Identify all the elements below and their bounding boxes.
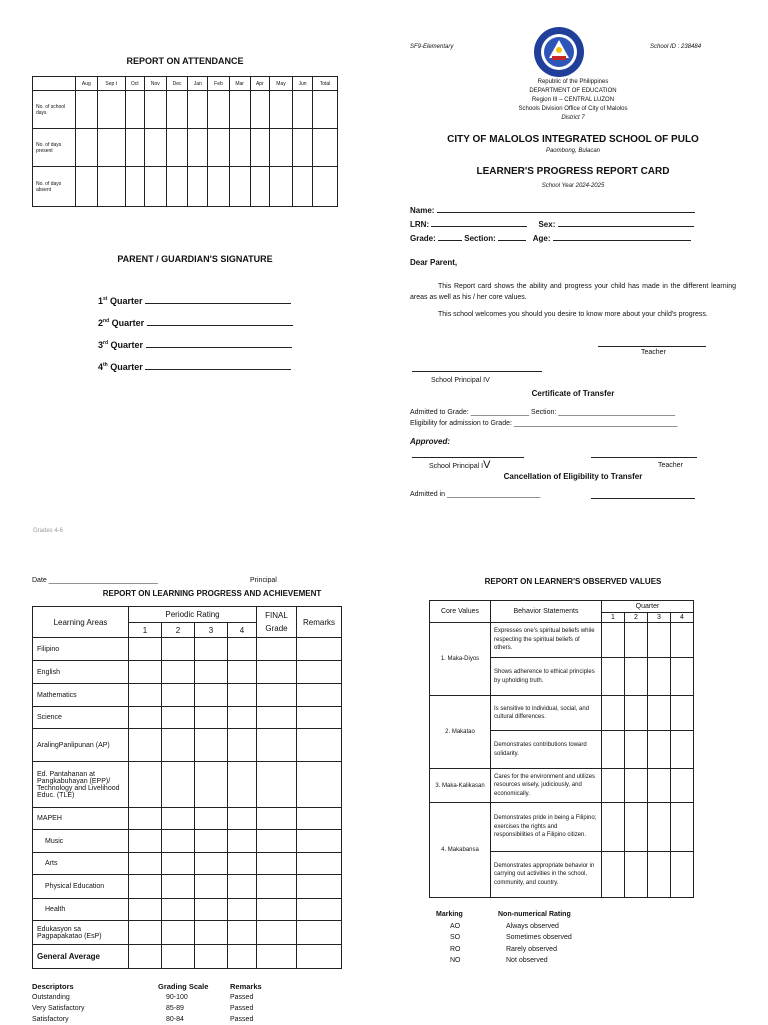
region-line: Region III – CENTRAL LUZON (531, 97, 615, 103)
values-rating-cell (625, 769, 648, 803)
quarter-signature-line: 2nd Quarter (98, 318, 293, 340)
learning-area-row (33, 830, 342, 853)
school-name: CITY OF MALOLOS INTEGRATED SCHOOL OF PULO (447, 134, 699, 145)
behavior-statement: Cares for the environment and utilizes resources wisely, judiciously, and economically. (491, 769, 602, 803)
values-rating-cell (648, 658, 671, 696)
learning-area-row (33, 808, 342, 830)
values-quarter-number: 4 (671, 613, 694, 623)
values-rating-cell (625, 731, 648, 769)
grade-cell (257, 830, 297, 853)
card-title: LEARNER'S PROGRESS REPORT CARD (476, 166, 670, 177)
grade-cell (297, 899, 342, 921)
grade-cell (162, 808, 195, 830)
form-label: SF9-Elementary (410, 44, 454, 50)
attendance-month: Total (313, 77, 338, 91)
attendance-row (33, 129, 338, 167)
behavior-statement: Demonstrates contributions toward solidarity. (491, 731, 602, 769)
final-grade-header: FINAL Grade (257, 607, 297, 638)
remarks-header: Remarks (297, 607, 342, 638)
grade-cell (297, 921, 342, 945)
attendance-header-row (33, 77, 338, 91)
periodic-rating-header: Periodic Rating (129, 607, 257, 623)
values-rating-cell (671, 623, 694, 658)
grade-cell (257, 707, 297, 729)
behavior-statement: Shows adherence to ethical principles by upholding truth. (491, 658, 602, 696)
grade-cell (228, 853, 257, 875)
grade-cell (228, 638, 257, 661)
header-block (410, 78, 736, 123)
values-title: REPORT ON LEARNER'S OBSERVED VALUES (484, 577, 662, 586)
grade-cell (228, 921, 257, 945)
values-row (430, 769, 694, 803)
grade-cell (195, 875, 228, 899)
values-rating-cell (648, 696, 671, 731)
teacher-signature-line (598, 346, 706, 347)
dept-line: DEPARTMENT OF EDUCATION (529, 88, 617, 94)
grade-cell (297, 808, 342, 830)
attendance-table (32, 76, 338, 207)
learning-area-name: Ed. Pantahanan at Pangkabuhayan (EPP)/ Technology and Livelihood Educ. (TLE) (33, 762, 129, 808)
values-rating-cell (648, 623, 671, 658)
grade-cell (129, 762, 162, 808)
date-line: Date ____________________________ (32, 577, 158, 584)
core-value-cell: 2. Makatao (430, 696, 491, 769)
attendance-month: Feb (208, 77, 229, 91)
learning-area-name: Health (33, 899, 129, 921)
values-rating-cell (648, 731, 671, 769)
grade-cell (257, 921, 297, 945)
learning-area-name: Music (33, 830, 129, 853)
grade-cell (257, 729, 297, 762)
marking-legend (436, 909, 736, 967)
values-rating-cell (602, 852, 625, 898)
values-rating-cell (648, 803, 671, 852)
grade-cell (257, 684, 297, 707)
values-rating-cell (648, 852, 671, 898)
principal-signature-line (412, 371, 542, 372)
grade-cell (297, 661, 342, 684)
grade-cell (162, 729, 195, 762)
attendance-month: Mar (229, 77, 250, 91)
principal-caption: Principal (250, 577, 277, 584)
grade-cell (257, 661, 297, 684)
grade-cell (195, 729, 228, 762)
grade-cell (129, 830, 162, 853)
quarter-signature-line: 3rd Quarter (98, 340, 293, 362)
admitted-grade-line: Admitted to Grade: _______________ Section: ______________________________ (410, 409, 676, 416)
signature-title: PARENT / GUARDIAN'S SIGNATURE (117, 254, 273, 264)
behavior-statement: Demonstrates pride in being a Filipino; exercises the rights and responsibilities of a Filipino citizen. (491, 803, 602, 852)
learning-area-row (33, 921, 342, 945)
values-rating-cell (671, 769, 694, 803)
grade-section-age-line: Grade: Section: Age: (410, 232, 695, 246)
values-rating-cell (602, 696, 625, 731)
learning-area-name: Filipino (33, 638, 129, 661)
attendance-corner-cell (33, 77, 76, 91)
values-row (430, 696, 694, 731)
grade-cell (297, 638, 342, 661)
eligibility-line: Eligibility for admission to Grade: __________________________________________ (410, 420, 678, 427)
grade-cell (195, 684, 228, 707)
learning-table (32, 606, 342, 969)
grade-cell (257, 638, 297, 661)
grade-cell (195, 830, 228, 853)
salutation: Dear Parent, (410, 258, 458, 267)
quarter-header: 3 (195, 623, 228, 638)
grade-cell (129, 638, 162, 661)
name-line: Name: (410, 204, 695, 218)
values-rating-cell (602, 731, 625, 769)
attendance-row (33, 167, 338, 207)
school-address: Paombong, Bulacan (545, 148, 601, 154)
values-rating-cell (625, 623, 648, 658)
learning-area-name: MAPEH (33, 808, 129, 830)
grade-cell (297, 684, 342, 707)
grade-cell (129, 707, 162, 729)
grade-cell (257, 853, 297, 875)
deped-seal-icon (533, 26, 585, 78)
grade-cell (257, 875, 297, 899)
learning-area-name: English (33, 661, 129, 684)
learning-area-name: AralingPanlipunan (AP) (33, 729, 129, 762)
quarter-signature-list (98, 296, 293, 384)
grade-cell (228, 899, 257, 921)
grade-cell (162, 638, 195, 661)
marking-header: Marking Non-numerical Rating (436, 911, 571, 918)
letter-paragraph-2: This school welcomes you should you desire to know more about your child's progress. (438, 311, 708, 318)
grade-cell (129, 808, 162, 830)
grade-cell (228, 729, 257, 762)
attendance-month: Sep t (97, 77, 125, 91)
grade-cell (297, 729, 342, 762)
grade-cell (195, 853, 228, 875)
values-rating-cell (648, 769, 671, 803)
values-header-row (430, 601, 694, 613)
grade-cell (195, 638, 228, 661)
values-rating-cell (671, 803, 694, 852)
lrn-sex-line: LRN: Sex: (410, 218, 695, 232)
learning-area-name: Edukasyon sa Pagpapakatao (EsP) (33, 921, 129, 945)
grade-cell (129, 684, 162, 707)
attendance-month: Oct (125, 77, 144, 91)
values-rating-cell (602, 803, 625, 852)
behavior-header: Behavior Statements (491, 601, 602, 623)
attendance-row-label: No. of days present (33, 129, 76, 167)
learning-area-row (33, 684, 342, 707)
marking-row: AO Always observed (450, 922, 559, 930)
values-rating-cell (602, 658, 625, 696)
behavior-statement: Demonstrates appropriate behavior in carrying out activities in the school, community, and country. (491, 852, 602, 898)
transfer-fields (410, 407, 677, 429)
attendance-row-label: No. of school days (33, 91, 76, 129)
quarter-header: 4 (228, 623, 257, 638)
core-value-cell: 4. Makabansa (430, 803, 491, 898)
values-quarter-header: Quarter (602, 601, 694, 613)
grade-cell (297, 830, 342, 853)
grade-cell (195, 707, 228, 729)
behavior-statement: Expresses one's spiritual beliefs while respecting the spiritual beliefs of others. (491, 623, 602, 658)
grade-cell (162, 762, 195, 808)
learning-area-name: Science (33, 707, 129, 729)
grade-cell (228, 661, 257, 684)
grade-cell (257, 899, 297, 921)
values-rating-cell (671, 731, 694, 769)
marking-row: NO Not observed (450, 957, 548, 964)
learning-area-row (33, 638, 342, 661)
transfer-teacher-label: Teacher (658, 462, 683, 469)
core-value-cell: 3. Maka-Kalikasan (430, 769, 491, 803)
grade-cell (162, 830, 195, 853)
core-values-header: Core Values (430, 601, 491, 623)
values-rating-cell (625, 803, 648, 852)
grade-cell (195, 762, 228, 808)
grade-cell (162, 875, 195, 899)
grade-cell (129, 899, 162, 921)
learning-title: REPORT ON LEARNING PROGRESS AND ACHIEVEMENT (102, 589, 322, 598)
marking-row: RO Rarely observed (450, 945, 557, 953)
descriptors-header: Descriptors Grading Scale Remarks (32, 982, 262, 991)
quarter-signature-line: 1st Quarter (98, 296, 293, 318)
learning-area-header: Learning Areas (33, 607, 129, 638)
values-rating-cell (602, 769, 625, 803)
learning-area-row (33, 875, 342, 899)
values-table (429, 600, 694, 898)
grade-cell (297, 853, 342, 875)
grade-cell (228, 707, 257, 729)
grade-cell (162, 853, 195, 875)
admitted-in-line: Admitted in ________________________ (410, 491, 541, 498)
grade-cell (162, 899, 195, 921)
transfer-teacher-line (591, 457, 697, 458)
grade-cell (228, 875, 257, 899)
attendance-month: Apr (250, 77, 269, 91)
learning-area-name: Mathematics (33, 684, 129, 707)
transfer-principal-line (412, 457, 524, 458)
values-row (430, 803, 694, 852)
descriptor-row: Outstanding 90-100 Passed (32, 994, 254, 1001)
grade-cell (129, 853, 162, 875)
learning-area-row (33, 707, 342, 729)
grade-cell (129, 729, 162, 762)
teacher-label: Teacher (641, 349, 666, 356)
learning-area-row (33, 729, 342, 762)
quarter-signature-line: 4th Quarter (98, 362, 293, 384)
quarter-header: 1 (129, 623, 162, 638)
learning-area-row (33, 661, 342, 684)
values-quarter-number: 2 (625, 613, 648, 623)
grade-cell (228, 830, 257, 853)
descriptor-row: Very Satisfactory 85-89 Passed (32, 1005, 254, 1012)
district-line: District 7 (561, 115, 585, 121)
letter-paragraph-1: This Report card shows the ability and progress your child has made in the different learning areas as well as his / her core values. (410, 283, 736, 301)
school-id: School ID : 238484 (650, 44, 702, 50)
grade-cell (228, 762, 257, 808)
grade-cell (297, 762, 342, 808)
grade-cell (129, 921, 162, 945)
admitted-in-signature-line (591, 498, 695, 499)
grades-note: Grades 4-6 (33, 528, 64, 534)
attendance-month: Nov (144, 77, 166, 91)
principal-label: School Principal IV (431, 377, 490, 384)
core-value-cell: 1. Maka-Diyos (430, 623, 491, 696)
values-rating-cell (625, 658, 648, 696)
marking-row: SO Sometimes observed (450, 934, 572, 941)
values-rating-cell (671, 852, 694, 898)
grade-cell (257, 808, 297, 830)
grade-cell (162, 921, 195, 945)
attendance-month: Jun (292, 77, 312, 91)
grade-cell (129, 875, 162, 899)
attendance-month: Aug (76, 77, 98, 91)
republic-line: Republic of the Philippines (537, 79, 609, 85)
grade-cell (228, 684, 257, 707)
cancellation-title: Cancellation of Eligibility to Transfer (503, 472, 643, 481)
values-rating-cell (671, 696, 694, 731)
learning-area-row (33, 899, 342, 921)
values-rating-cell (671, 658, 694, 696)
learning-area-row (33, 853, 342, 875)
descriptor-row: Satisfactory 80-84 Passed (32, 1016, 254, 1023)
grade-cell (195, 921, 228, 945)
grade-cell (162, 661, 195, 684)
values-rating-cell (602, 623, 625, 658)
general-average-row (33, 945, 342, 969)
attendance-row (33, 91, 338, 129)
grade-cell (297, 875, 342, 899)
grade-cell (228, 808, 257, 830)
values-rating-cell (625, 852, 648, 898)
behavior-statement: Is sensitive to individual, social, and cultural differences. (491, 696, 602, 731)
grade-cell (162, 684, 195, 707)
attendance-title: REPORT ON ATTENDANCE (126, 56, 244, 66)
grade-cell (297, 707, 342, 729)
values-quarter-number: 1 (602, 613, 625, 623)
learning-area-row (33, 762, 342, 808)
grade-cell (195, 808, 228, 830)
grade-cell (129, 661, 162, 684)
attendance-month: Dec (166, 77, 188, 91)
descriptors-table (32, 981, 332, 1025)
learning-area-name: Arts (33, 853, 129, 875)
learning-header-row (33, 607, 342, 623)
attendance-row-label: No. of days absent (33, 167, 76, 207)
quarter-header: 2 (162, 623, 195, 638)
learning-area-name: Physical Education (33, 875, 129, 899)
transfer-principal-label: School Principal IV (429, 459, 491, 471)
learner-info (410, 204, 695, 246)
attendance-month: May (270, 77, 293, 91)
grade-cell (162, 707, 195, 729)
grade-cell (195, 661, 228, 684)
school-year: School Year 2024-2025 (541, 183, 605, 189)
approved-label: Approved: (410, 437, 450, 446)
grade-cell (257, 762, 297, 808)
transfer-title: Certificate of Transfer (531, 389, 615, 398)
attendance-month: Jan (188, 77, 208, 91)
values-quarter-number: 3 (648, 613, 671, 623)
values-row (430, 623, 694, 658)
grade-cell (195, 899, 228, 921)
division-line: Schools Division Office of City of Malolos (518, 106, 628, 112)
general-average-label: General Average (33, 945, 129, 969)
values-rating-cell (625, 696, 648, 731)
